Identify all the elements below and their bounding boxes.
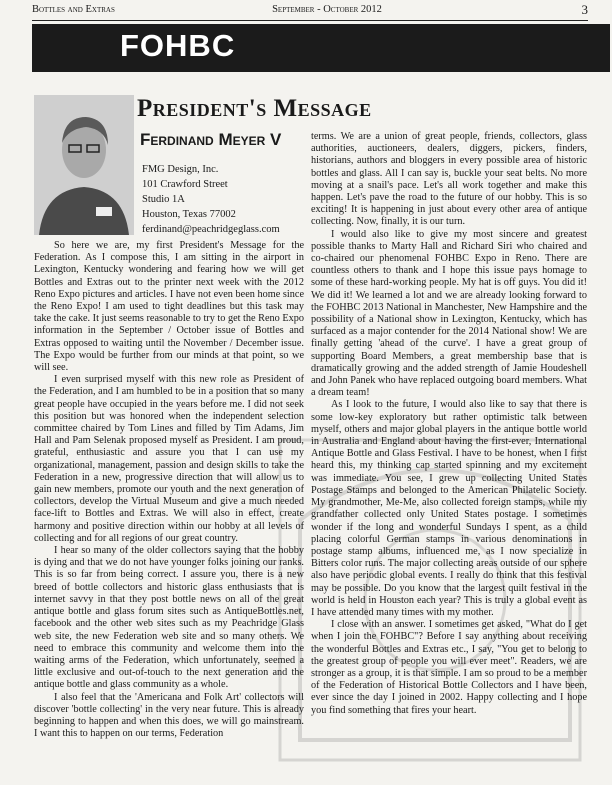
publication-name: Bottles and Extras [32,4,115,15]
paragraph: I hear so many of the older collectors saying that the hobby is dying and that we do not have younger folks joining our ranks. This is so far from being correct. I assure you, there is a new breed of bottle collectors and historic glass enthusiasts that is internet savvy in that they post bottle news on all of the great antique bottle and glass forum sites such as AntiqueBottles.net, facebook and the other web sites such as my Peachridge Glass web site, the new Federation web site and so many others. We need to embrace this community and welcome them into the waiting arms of the Federation, which unfortunately, seemed a little exclusive and out-of-touch to the next generation and the antique bottle and glass community as a whole. [34,545,304,691]
paragraph: I would also like to give my most sincere and greatest possible thanks to Marty Hall and Richard Siri who chaired and co-chaired our phenomenal FOHBC Expo in Reno. There are countless others to thank and I hope this issue pays homage to some of these hard-working people. My hat is off guys. You did it! We did it! We learned a lot and we are already looking forward to the FOHBC 2013 National in Manchester, New Hampshire and the possibility of a National show in Lexington, Kentucky, which has surfaced as a major contender for the 2014 National show! We are finally getting 'ahead of the curve'. I have a great group of supporting Board Members, a great membership base that is dramatically growing and the added strength of Jamie Houdeshell and John Panek who have replaced outgoing board members. What a dream team! [311,228,587,399]
fohbc-banner [32,24,610,72]
paragraph: So here we are, my first President's Message for the Federation. As I compose this, I am sitting in the airport in Lexington, Kentucky wondering and fearing how we will get Bottles and Extras out to the printer next week with the 2012 Reno Expo pictures and articles. I have not even been home since the Reno Expo! I am used to tight deadlines but this task may take the cake. It just seems reasonable to try to get the Reno Expo information in the September / October issue of Bottles and Extras opposed to waiting until the November / December issue. The Expo would be further from our minds at that point, so we will see. [34,240,304,374]
paragraph: I also feel that the 'Americana and Folk Art' collectors will discover 'bottle collecting' in the very near future. This is already beginning to happen and when this does, we will go mainstream. I want this to happen on our terms, Federation [34,691,304,740]
paragraph: I even surprised myself with this new role as President of the Federation, and I am humbled to be in a position that so many great people have occupied in the years before me. I did not seek this position but was honored when the independent selection committee chaired by Tom Lines and filled by Tim Adams, Jim Hall and Pam Selenak proposed myself as President. I am proud, grateful, enthusiastic and assure you that I can use my organizational, management, passion and design skills to take the Federation in a new, progressive direction that will allow us to gain new members, promote our youth and the next generation of collectors, develop the Virtual Museum and give a much needed face-lift to Bottles and Extras. We will also in effect, create harmony and positive direction within our hobby at all levels of collecting and for all regions of our great country. [34,374,304,544]
paragraph: As I look to the future, I would also like to say that there is some low-key exploratory but rather optimistic talk between myself, others and major global players in the antique bottle world in Australia and England about having the first-ever, International Antique Bottle and Glass Festival. I have to be honest, when I first heard this, my thinking cap started spinning and my excitement was immediate. You see, I grew up collecting United States Postage Stamps and belonged to the American Philatelic Society. My grandmother, Me-Me, also collected foreign stamps, while my grandfather collected only United States postage. I sometimes wonder if the long and wonderful Sundays I spent, as a child placing colorful German stamps in various denominations in postage stamp albums, influenced me, as I now specialize in Bitters color runs. The major collecting areas outside of our sphere also have periodic global events. I really do think that this festival may be possible. Do you know that the largest quilt festival in the world is held in Houston each year? This is truly a global event as I have attended many times with my mother. [311,399,587,618]
article-column-left [34,240,304,740]
page-number: 3 [581,2,588,17]
page-header [32,4,588,20]
author-address [142,162,280,237]
issue-date: September - October 2012 [272,4,382,15]
article-column-right [311,131,587,717]
address-line: Houston, Texas 77002 [142,209,236,220]
author-name: Ferdinand Meyer V [140,130,282,149]
header-rule [32,20,588,21]
paragraph: I close with an answer. I sometimes get asked, "What do I get when I join the FOHBC"? Before I say anything about receiving the wonderful Bottles and Extras etc., I say, "You get to belong to the greatest group of people you will ever meet". Readers, we are stronger as a group, it is that simple. I am so proud to be a member of the Federation of Historical Bottle Collectors and I have been, ever since the day I joined in 2002. Happy collecting and I hope you find something that fires your heart. [311,619,587,716]
address-line: Studio 1A [142,194,185,205]
paragraph: terms. We are a union of great people, friends, collectors, glass authorities, auctioneers, dealers, diggers, pickers, finders, historians, authors and bloggers in every possible area of historic bottles and glass. All I can say is, buckle your seat belts. No more moving at a snail's pace. Let's all work together and make this happen. Let's pave the road to the future of our hobby. This is so exciting! It is happening in just about every other area of antique collecting. Now, finally, it is our turn. [311,131,587,228]
article-title: President's Message [137,95,372,122]
address-line: FMG Design, Inc. [142,164,219,175]
author-email: ferdinand@peachridgeglass.com [142,224,280,235]
author-photo [34,95,134,235]
banner-text: FOHBC [120,28,236,63]
address-line: 101 Crawford Street [142,179,228,190]
